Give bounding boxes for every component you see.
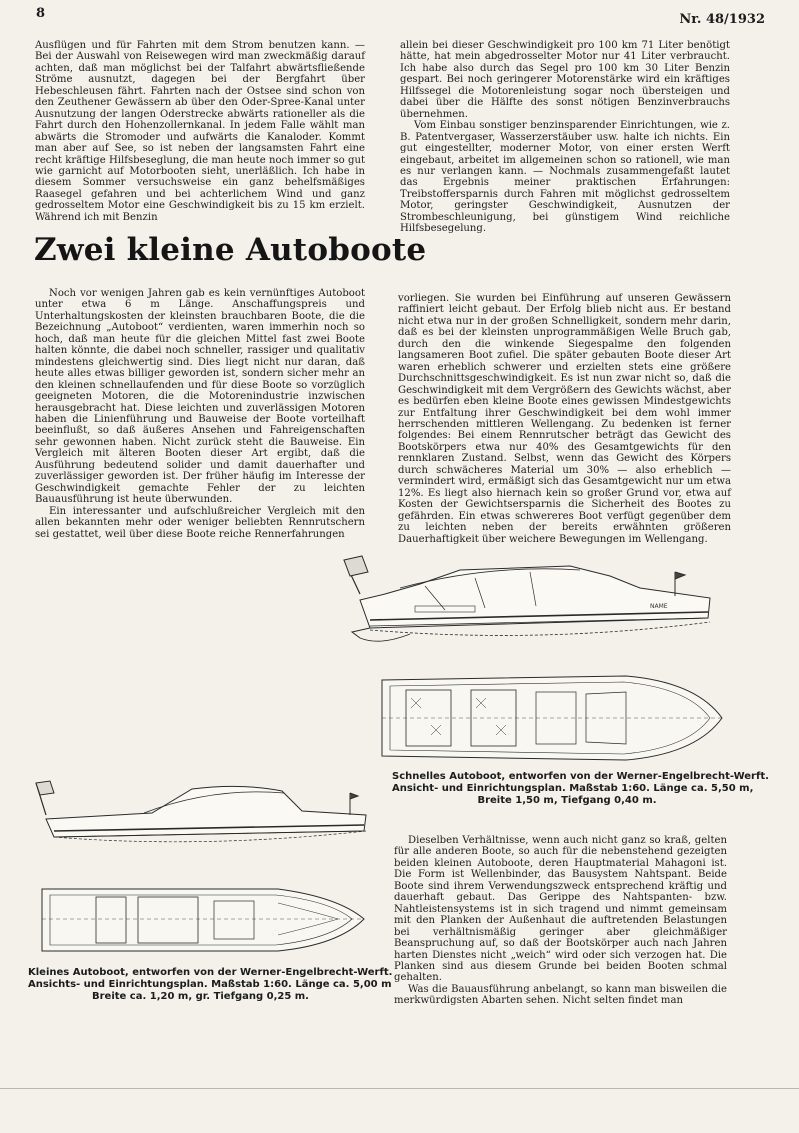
paragraph: Was die Bauausführung anbelangt, so kann man bisweilen die merkwürdigsten Abarten sehen. Nicht selten findet man [394,983,727,1007]
page-number: 8 [36,6,46,21]
paragraph: Noch vor wenigen Jahren gab es kein vernünftiges Autoboot unter etwa 6 m Länge. Anschaffungspreis und Unterhaltungskosten der kleinsten brauchbaren Boote, die die Bezeichnung „Autoboot“ verdienten, waren immerhin noch so hoch, daß man heute für die gleichen Mittel fast zwei Boote halten könnte, die dabei noch schneller, rassiger und qualitativ mindestens gleichwertig sind. Dies liegt nicht nur daran, daß heute alles etwas billiger geworden ist, sondern sicher mehr an den kleinen schnellaufenden und für diese Boote so vorzüglich geeigneten Motoren, die die Motorenindustrie inzwischen herausgebracht hat. Diese leichten und zuverlässigen Motoren haben die Linienführung und Bauweise der Boote vorteilhaft beeinflußt, so daß äußeres Ansehen und Fahreigenschaften sehr gewonnen haben. Nicht zurück steht die Bauweise. Ein Vergleich mit älteren Booten dieser Art ergibt, daß die Ausführung bedeutend solider und damit dauerhafter und zuverlässiger geworden ist. Der früher häufig im Interesse der Geschwindigkeit gemachte Fehler der zu leichten Bauausführung ist heute überwunden. [35,288,365,506]
caption-line: Breite 1,50 m, Tiefgang 0,40 m. [477,795,657,806]
paragraph: vorliegen. Sie wurden bei Einführung auf unseren Gewässern raffiniert leicht gebaut. Der Erfolg blieb nicht aus. Er bestand nicht etwa nur in der großen Schnelligkeit, sondern mehr darin, daß es bei der kleinsten unprogrammäßigen Welle Bruch gab, durch den die winkende Siegespalme den folgenden langsameren Boot zufiel. Die später gebauten Boote dieser Art waren erheblich schwerer und erzielten stets eine größere Durchschnittsgeschwindigkeit. Es ist nun zwar nicht so, daß die Geschwindigkeit mit dem Vergrößern des Gewichts wächst, aber es bedürfen eben kleine Boote eines gewissen Mindestgewichts zur Entfaltung ihrer Geschwindigkeit bei dem wohl immer herrschenden mittleren Wellengang. Zu bedenken ist ferner folgendes: Bei einem Rennrutscher beträgt das Gewicht des Bootskörpers etwa nur 40% des Gesamtgewichts für den rennklaren Zustand. Selbst, wenn das Gewicht des Körpers durch schwächeres Material um 30% — also erheblich — vermindert wird, ermäßigt sich das Gesamtgewicht nur um etwa 12%. Es liegt also hiernach kein so großer Grund vor, etwa auf Kosten der Gewichtsersparnis die Sicherheit des Bootes zu gefährden. Ein etwas schwereres Boot verfügt gegenüber dem zu leichten neben der bereits erwähnten größeren Dauerhaftigkeit über weichere Bewegungen im Wellengang. [398,293,731,545]
fast-boat-side-view [340,548,720,656]
small-boat-plan-view [38,883,368,958]
paragraph: Vom Einbau sonstiger benzinsparender Einrichtungen, wie z. B. Patentvergaser, Wasserzerstäuber usw. halte ich nichts. Ein gut eingestellter, moderner Motor, von einer ersten Werft eingebaut, arbeitet im allgemeinen schon so rationell, wie man es nur verlangen kann. — Nochmals zusammengefaßt lautet das Ergebnis meiner praktischen Erfahrungen: Treibstoffersparnis durch Fahren mit möglichst gedrosseltem Motor, geringster Geschwindigkeit, Ausnutzen der Strombeschleunigung, bei günstigem Wind reichliche Hilfsbesegelung. [400,120,730,235]
small-boat-caption [28,967,393,1003]
paragraph: allein bei dieser Geschwindigkeit pro 100 km 71 Liter benötigt hätte, hat mein abgedrosselter Motor nur 41 Liter verbraucht. Ich habe also durch das Segel pro 100 km 30 Liter Benzin gespart. Bei noch geringerer Motorenstärke wird ein kräftiges Hilfssegel die Motorenleistung sogar noch übersteigen und dabei über die Hälfte des sonst nötigen Benzinverbrauchs übernehmen. [400,40,730,120]
article-right-column [398,293,731,545]
caption-line: Schnelles Autoboot, entworfen von der Werner-Engelbrecht-Werft. [392,771,769,782]
top-right-column [400,40,730,235]
top-left-column [35,40,365,223]
article-title: Zwei kleine Autoboote [34,232,427,268]
caption-line: Kleines Autoboot, entworfen von der Werner-Engelbrecht-Werft. [28,967,393,978]
caption-line: Ansichts- und Einrichtungsplan. Maßstab 1:60. Länge ca. 5,00 m [28,979,392,990]
article-bottom-right-column [394,835,727,1007]
paragraph: Dieselben Verhältnisse, wenn auch nicht ganz so kraß, gelten für alle anderen Boote, so auch für die nebenstehend gezeigten beiden kleinen Autoboote, deren Hauptmaterial Mahagoni ist. Die Form ist Wellenbinder, das Bausystem Nahtspant. Beide Boote sind ihrem Verwendungszweck entsprechend kräftig und dauerhaft gebaut. Das Gerippe des Nahtspanten- bzw. Nahtleistensystems ist in sich tragend und nimmt gemeinsam mit den Planken der Außenhaut die auftretenden Belastungen bei verhältnismäßig geringer aber gleichmäßiger Beanspruchung auf, so daß der Bootskörper auch nach Jahren harten Dienstes nicht „weich“ wird oder sich verzogen hat. Die Planken sind aus diesem Grunde bei beiden Booten schmal gehalten. [394,835,727,984]
page-bottom-edge [0,1088,799,1089]
caption-line: Breite ca. 1,20 m, gr. Tiefgang 0,25 m. [92,991,309,1002]
fast-boat-plan-view [376,670,726,765]
paragraph: Ausflügen und für Fahrten mit dem Strom benutzen kann. — Bei der Auswahl von Reisewegen wird man zweckmäßig darauf achten, daß man möglichst bei der Talfahrt abwärtsfließende Ströme ausnutzt, dagegen bei der Bergfahrt über Hebeschleusen fährt. Fahrten nach der Ostsee sind schon von den Zeuthener Gewässern ab über den Oder-Spree-Kanal unter Ausnutzung der langen Oderstrecke abwärts rationeller als die Fahrt durch den Hohenzollernkanal. In jedem Falle wählt man abwärts die Stromoder und aufwärts die Kanaloder. Kommt man aber auf See, so ist neben der langsamsten Fahrt eine recht kräftige Hilfsbeseglung, die man heute noch immer so gut wie garnicht auf Motorbooten sieht, unerläßlich. Ich habe in diesem Sommer versuchsweise ein ganz behelfsmäßiges Raasegel gefahren und bei achterlichem Wind und ganz gedrosseltem Motor eine Geschwindigkeit bis zu 15 km erzielt. Während ich mit Benzin [35,40,365,223]
paragraph: Ein interessanter und aufschlußreicher Vergleich mit den allen bekannten mehr oder weniger beliebten Rennrutschern sei gestattet, weil über diese Boote reiche Rennerfahrungen [35,505,365,540]
boat-name-label: NAME [650,603,668,610]
fast-boat-caption [392,771,769,807]
article-left-column [35,288,365,540]
caption-line: Ansicht- und Einrichtungsplan. Maßstab 1:60. Länge ca. 5,50 m, [392,783,754,794]
issue-number: Nr. 48/1932 [679,12,765,27]
small-boat-side-view [32,775,372,855]
